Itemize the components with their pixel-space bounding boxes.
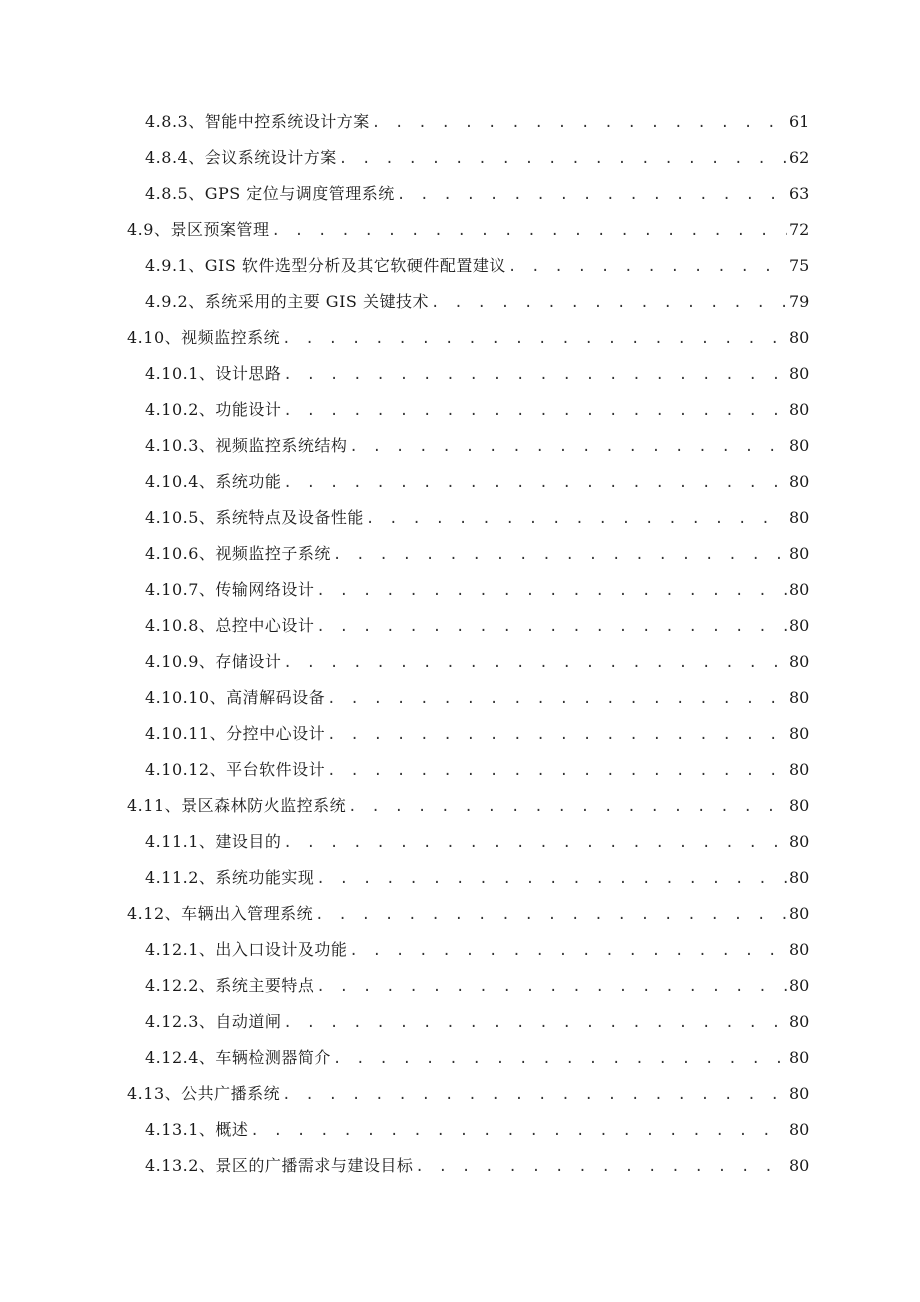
toc-dot-leader xyxy=(283,645,787,681)
toc-entry-page-number: 79 xyxy=(789,292,810,311)
toc-entry-title: 4.11.2、系统功能实现 xyxy=(145,868,315,887)
toc-entry[interactable] xyxy=(0,608,920,644)
toc-entry-page-number: 62 xyxy=(789,148,810,167)
toc-entry[interactable] xyxy=(0,716,920,752)
toc-entry[interactable] xyxy=(0,1148,920,1184)
toc-entry-title: 4.8.4、会议系统设计方案 xyxy=(145,148,337,167)
toc-dot-leader xyxy=(431,285,787,321)
toc-entry[interactable] xyxy=(0,1004,920,1040)
toc-entry[interactable] xyxy=(0,176,920,212)
toc-entry-title: 4.10.11、分控中心设计 xyxy=(145,724,326,743)
toc-entry[interactable] xyxy=(0,860,920,896)
toc-entry[interactable] xyxy=(0,212,920,248)
toc-dot-leader xyxy=(327,717,787,753)
toc-dot-leader xyxy=(250,1113,787,1149)
toc-entry[interactable] xyxy=(0,1040,920,1076)
toc-dot-leader xyxy=(327,753,787,789)
toc-entry[interactable] xyxy=(0,320,920,356)
toc-entry-page-number: 80 xyxy=(789,400,810,419)
toc-entry-title: 4.10.6、视频监控子系统 xyxy=(145,544,331,563)
toc-entry-title: 4.10.12、平台软件设计 xyxy=(145,760,326,779)
toc-dot-leader xyxy=(316,861,787,897)
toc-entry[interactable] xyxy=(0,284,920,320)
toc-entry[interactable] xyxy=(0,680,920,716)
toc-dot-leader xyxy=(315,897,787,933)
toc-entry[interactable] xyxy=(0,644,920,680)
toc-entry[interactable] xyxy=(0,1076,920,1112)
toc-dot-leader xyxy=(397,177,787,213)
toc-dot-leader xyxy=(283,465,787,501)
toc-entry-title: 4.13.2、景区的广播需求与建设目标 xyxy=(145,1156,414,1175)
toc-entry-page-number: 80 xyxy=(789,688,810,707)
toc-dot-leader xyxy=(415,1149,787,1185)
toc-entry-title: 4.11.1、建设目的 xyxy=(145,832,282,851)
toc-entry[interactable] xyxy=(0,248,920,284)
toc-entry-title: 4.13、公共广播系统 xyxy=(127,1084,281,1103)
toc-entry-title: 4.10.3、视频监控系统结构 xyxy=(145,436,348,455)
toc-entry-page-number: 80 xyxy=(789,652,810,671)
toc-entry-title: 4.9、景区预案管理 xyxy=(127,220,270,239)
toc-entry-page-number: 80 xyxy=(789,1156,810,1175)
toc-dot-leader xyxy=(372,105,787,141)
toc-entry-title: 4.10.9、存储设计 xyxy=(145,652,282,671)
toc-entry-title: 4.9.2、系统采用的主要 GIS 关键技术 xyxy=(145,292,429,311)
toc-entry-page-number: 80 xyxy=(789,904,810,923)
toc-dot-leader xyxy=(271,213,787,249)
toc-entry-title: 4.12.3、自动道闸 xyxy=(145,1012,282,1031)
toc-entry[interactable] xyxy=(0,1112,920,1148)
toc-entry-title: 4.10.1、设计思路 xyxy=(145,364,282,383)
toc-entry[interactable] xyxy=(0,104,920,140)
toc-entry-title: 4.12.2、系统主要特点 xyxy=(145,976,315,995)
toc-entry-page-number: 80 xyxy=(789,832,810,851)
toc-entry-title: 4.13.1、概述 xyxy=(145,1120,249,1139)
toc-dot-leader xyxy=(282,321,787,357)
toc-dot-leader xyxy=(327,681,787,717)
toc-dot-leader xyxy=(316,609,787,645)
toc-entry[interactable] xyxy=(0,824,920,860)
toc-entry-page-number: 72 xyxy=(789,220,810,239)
toc-dot-leader xyxy=(333,537,787,573)
toc-entry-page-number: 80 xyxy=(789,364,810,383)
toc-dot-leader xyxy=(348,789,787,825)
toc-entry[interactable] xyxy=(0,968,920,1004)
toc-dot-leader xyxy=(349,933,787,969)
table-of-contents xyxy=(0,104,920,1184)
toc-entry-page-number: 80 xyxy=(789,1120,810,1139)
toc-entry-page-number: 80 xyxy=(789,1084,810,1103)
toc-entry[interactable] xyxy=(0,500,920,536)
toc-entry-title: 4.11、景区森林防火监控系统 xyxy=(127,796,347,815)
toc-entry-page-number: 80 xyxy=(789,544,810,563)
toc-entry[interactable] xyxy=(0,356,920,392)
toc-entry-page-number: 80 xyxy=(789,328,810,347)
toc-entry[interactable] xyxy=(0,572,920,608)
toc-dot-leader xyxy=(316,969,787,1005)
toc-entry[interactable] xyxy=(0,464,920,500)
toc-entry-page-number: 80 xyxy=(789,1048,810,1067)
toc-dot-leader xyxy=(283,1005,787,1041)
toc-dot-leader xyxy=(508,249,787,285)
toc-entry-title: 4.10.7、传输网络设计 xyxy=(145,580,315,599)
toc-entry[interactable] xyxy=(0,536,920,572)
toc-entry-title: 4.9.1、GIS 软件选型分析及其它软硬件配置建议 xyxy=(145,256,506,275)
toc-entry[interactable] xyxy=(0,932,920,968)
toc-entry-title: 4.12、车辆出入管理系统 xyxy=(127,904,314,923)
toc-entry-page-number: 61 xyxy=(789,112,810,131)
toc-dot-leader xyxy=(339,141,787,177)
toc-entry-page-number: 75 xyxy=(789,256,810,275)
toc-entry[interactable] xyxy=(0,896,920,932)
toc-entry-page-number: 80 xyxy=(789,868,810,887)
toc-dot-leader xyxy=(283,357,787,393)
toc-entry-page-number: 80 xyxy=(789,796,810,815)
toc-entry[interactable] xyxy=(0,428,920,464)
toc-entry-title: 4.10.4、系统功能 xyxy=(145,472,282,491)
toc-dot-leader xyxy=(333,1041,787,1077)
toc-entry-title: 4.10.8、总控中心设计 xyxy=(145,616,315,635)
toc-entry-page-number: 80 xyxy=(789,1012,810,1031)
toc-entry-title: 4.10.2、功能设计 xyxy=(145,400,282,419)
toc-dot-leader xyxy=(283,393,787,429)
toc-entry-page-number: 80 xyxy=(789,976,810,995)
toc-entry-page-number: 80 xyxy=(789,508,810,527)
toc-dot-leader xyxy=(316,573,787,609)
toc-entry-title: 4.10、视频监控系统 xyxy=(127,328,281,347)
toc-entry-title: 4.8.5、GPS 定位与调度管理系统 xyxy=(145,184,395,203)
toc-entry[interactable] xyxy=(0,752,920,788)
toc-entry[interactable] xyxy=(0,788,920,824)
toc-entry-page-number: 80 xyxy=(789,436,810,455)
toc-entry-title: 4.8.3、智能中控系统设计方案 xyxy=(145,112,370,131)
toc-entry-title: 4.10.5、系统特点及设备性能 xyxy=(145,508,364,527)
toc-dot-leader xyxy=(349,429,787,465)
toc-entry-page-number: 80 xyxy=(789,580,810,599)
toc-entry-page-number: 63 xyxy=(789,184,810,203)
toc-entry-title: 4.10.10、高清解码设备 xyxy=(145,688,326,707)
toc-entry-title: 4.12.4、车辆检测器简介 xyxy=(145,1048,331,1067)
toc-entry[interactable] xyxy=(0,140,920,176)
toc-entry-title: 4.12.1、出入口设计及功能 xyxy=(145,940,348,959)
toc-dot-leader xyxy=(282,1077,787,1113)
toc-entry-page-number: 80 xyxy=(789,724,810,743)
toc-entry-page-number: 80 xyxy=(789,940,810,959)
toc-entry[interactable] xyxy=(0,392,920,428)
toc-entry-page-number: 80 xyxy=(789,760,810,779)
toc-dot-leader xyxy=(283,825,787,861)
toc-entry-page-number: 80 xyxy=(789,616,810,635)
toc-dot-leader xyxy=(366,501,787,537)
toc-entry-page-number: 80 xyxy=(789,472,810,491)
